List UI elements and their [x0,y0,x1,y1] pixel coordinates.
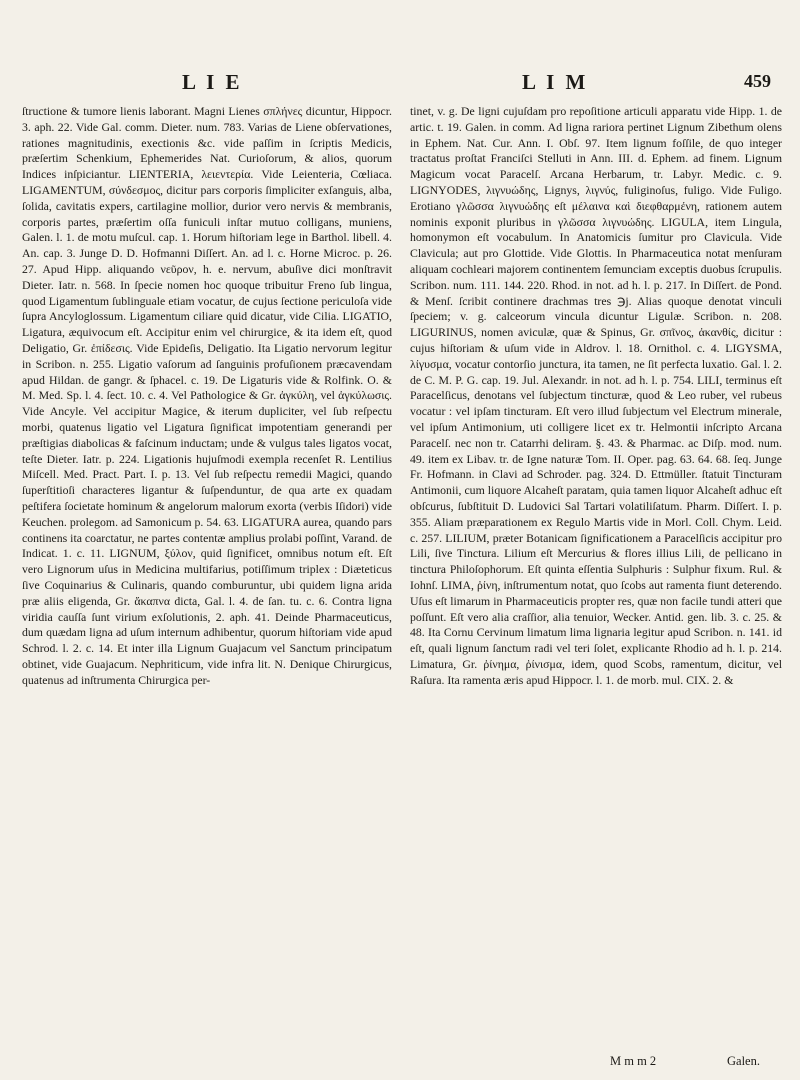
left-column-text: ſtructione & tumore lienis laborant. Magni Lienes σπλήνες dicuntur, Hippocr. 3. aph. 22. Vide Gal. comm. Dieter. num. 783. Varias de Liene obſervationes, rationes magnitudinis, exectionis &c. vide paſſim in ſcriptis Medicis, præſertim Schenkium, Ephemerides Nat. Curioſorum, & alios, quorum Indices inſpiciantur. LIENTERIA, λειεντερία. Vide Leienteria, Cœliaca. LIGAMENTUM, σύνδεσμος, dicitur pars corporis ſimpliciter exſanguis, alba, ſolida, cavitatis expers, cartilagine mollior, durior vero nervis & membranis, corporis partes, præſertim oſſa funiculi inſtar mutuo colligans, muniens, Galen. l. 1. de motu muſcul. cap. 1. Horum hiſtoriam lege in Barthol. libell. 4. An. cap. 3. Junge D. D. Hofmanni Diſſert. An. ad l. c. Horne Microc. p. 26. 27. Apud Hipp. aliquando νεῦρον, h. e. nervum, abuſive dici monſtravit Dieter. Iatr. n. 568. In ſpecie nomen hoc quoque tribuitur Freno ſub lingua, quod Ligamentum ſublinguale etiam vocatur, de cujus ſectione periculoſa vide ſupra Ancyloglossum. Ligamentum ciliare quid dicatur, vide Cilia. LIGATIO, Ligatura, æquivocum eſt. Accipitur enim vel chirurgice, & ita idem eſt, quod Deligatio, Gr. ἐπίδεσις. Vide Epideſis, Deligatio. Ita Ligatio nervorum legitur in Scribon. n. 255. Ligatio vaſorum ad ſanguinis profuſionem præcavendam apud Hildan. de gangr. & ſphacel. c. 19. De Ligaturis vide & Rolfink. O. & M. Med. Sp. l. 4. ſect. 10. c. 4. Vel Pathologice & Gr. ἀγκύλη, vel ἀγκύλωσις. Vide Ancyle. Vel accipitur Magice, & iterum dupliciter, vel ſub reſpectu morbi, quatenus ligatio vel Ligatura ſignificat impotentiam generandi per præſtigias diabolicas & faſcinum inductam; unde & vulgus tales ligatos vocat, teſte Dieter. Iatr. p. 224. Ligationis hujuſmodi exempla recenſet R. Lentilius Miſcell. Med. Pract. Part. I. p. 13. Vel ſub reſpectu remedii Magici, quando ſuperſtitioſi characteres ligantur & ſuſpenduntur, de qua arte ex quadam peſtifera ſocietate hominum & angelorum malorum exorta (verbis Iſidori) vide Keuchen. prolegom. ad Samonicum p. 54. 63. LIGATURA aurea, quando pars continens ita coarctatur, ne partes contentæ amplius prolabi poſſint, Varand. de Indicat. 1. c. 11. LIGNUM, ξύλον, quid ſignificet, omnibus notum eſt. Eſt vero Lignorum uſus in Medicina multifarius, potiſſimum triplex : Diæteticus ſive Coquinarius & Culinaris, quando comburuntur, ubi quidem ligna arida præ aliis eligenda, Gr. ἄκαπνα dicta, Gal. l. 4. de ſan. tu. c. 6. Contra ligna viridia cauſſa ſunt virium exſolutionis, 2. aph. 41. Deinde Pharmaceuticus, dum quædam ligna ad uſum internum adhibentur, quorum hiſtoriam vide apud Schrod. l. 2. c. 14. Et inter illa Lignum Guajacum vel Sanctum principatum obtinet, vide Guajacum. Nephriticum, vide infra lit. N. Denique Chirurgicus, quatenus ad inſtrumenta Chirurgica per- [22,104,392,687]
running-head-left: L I E [182,70,243,94]
signature-mark: M m m 2 [610,1054,657,1068]
running-head-right: L I M [522,70,589,94]
catchword: Galen. [727,1054,760,1068]
running-head [0,0,800,94]
right-column [410,104,782,1054]
right-column-text: tinet, v. g. De ligni cujuſdam pro repoſitione articuli apparatu vide Hipp. 1. de artic. t. 19. Galen. in comm. Ad ligna rariora pertinet Lignum Zibethum olens in Ephem. Nat. Cur. Ann. I. Obſ. 97. Item lignum foſſile, de quo integer tractatus proſtat Franciſci Stelluti in Ann. III. d. Ephem. ad finem. Lignum Magicum vocat Paracelſ. Arcana Herbarum, tr. Labyr. Medic. c. 9. LIGNYODES, λιγνυώδης, Lignys, λιγνύς, fuliginoſus, fuligo. Vide Fuligo. Erotiano γλῶσσα λιγνυώδης eſt μέλαινα καὶ διεφθαρμένη, rationem autem nominis exponit pluribus in γλῶσσα λιγνυώδης. LIGULA, item Lingula, homonymon eſt vocabulum. In Anatomicis ſumitur pro Clavicula. Vide Clavicula; aut pro Glottide. Vide Glottis. In Pharmaceutica notat menſuram aliquam cochleari majorem continentem ſemunciam exceptis duobus ſcrupulis. Scribon. num. 111. 144. 220. Rhod. in not. ad h. l. p. 217. In Diſſert. de Pond. & Menſ. ſcribit continere drachmas tres ℈j. Alias quoque denotat vinculi ſpeciem; v. g. calceorum vincula dicuntur Ligulæ. Scribon. n. 208. LIGURINUS, nomen aviculæ, quæ & Spinus, Gr. σπῖνος, ἀκανθίς, dicitur : cujus hiſtoriam & uſum vide in Aldrov. l. 18. Ornithol. c. 4. LIGYSMA, λίγυσμα, vocatur contorſio junctura, ita tamen, ne ſit perfecta luxatio. Gal. l. 2. de C. M. P. G. cap. 19. Jul. Alexandr. in not. ad h. l. p. 754. LILI, terminus eſt Paracelſicus, denotans vel ſubjectum tincturæ, quod & Leo ruber, vel rubeus vocatur : vel ipſam tincturam. Eſt vero illud ſubjectum vel Electrum minerale, vel ipſum Antimonium, uti colligere licet ex tr. Helmontii inſcripto Arcana Paracelſ. nec non tr. Catarrhi deliram. §. 43. & Pharmac. ac Diſp. mod. num. 49. item ex Libav. tr. de Igne naturæ Tom. II. Oper. pag. 63. 64. 68. ſeq. Junge Fr. Hofmann. in Clavi ad Schroder. pag. 324. D. Ettmüller. ſtatuit Tincturam Antimonii, cum liquore Alcaheſt paratam, quia tamen liquor Alcaheſt adhuc eſt obſcurus, ſubſtituit D. Ludovici Sal Tartari volatiliſatum. Pharm. Diſſert. I. p. 355. Aliam præparationem ex Regulo Martis vide in Morl. Coll. Chym. Leid. c. 257. LILIUM, præter Botanicam ſignificationem a Paracelſicis accipitur pro Lili, ſive Tinctura. Lilium eſt Mercurius & flores illius Lili, de pellicano in tinctura Philoſophorum. Eſt quinta eſſentia Sulphuris : Sulphur fixum. Rul. & Iohnſ. LIMA, ῥίνη, inſtrumentum notat, quo ſcobs aut ramenta fiunt deterendo. Uſus eſt limarum in Pharmaceuticis propter res, quæ non facile tundi atteri que poſſunt. Eſt vero alia craſſior, alia tenuior, Wecker. Antid. gen. lib. 3. c. 25. & 48. Ita Cornu Cervinum limatum lima lignaria legitur apud Scribon. n. 141. id eſt, quali lignum ſanctum radi vel teri ſolet, explicante Rhodio ad h. l. p. 214. Limatura, Gr. ῥίνημα, ῥίνισμα, idem, quod Scobs, ramentum, dicitur, vel Raſura. Ita ramenta æris apud Hippocr. l. 1. de morb. mul. CIX. 2. & [410,104,782,687]
page-number: 459 [744,71,771,91]
left-column [22,104,392,1054]
